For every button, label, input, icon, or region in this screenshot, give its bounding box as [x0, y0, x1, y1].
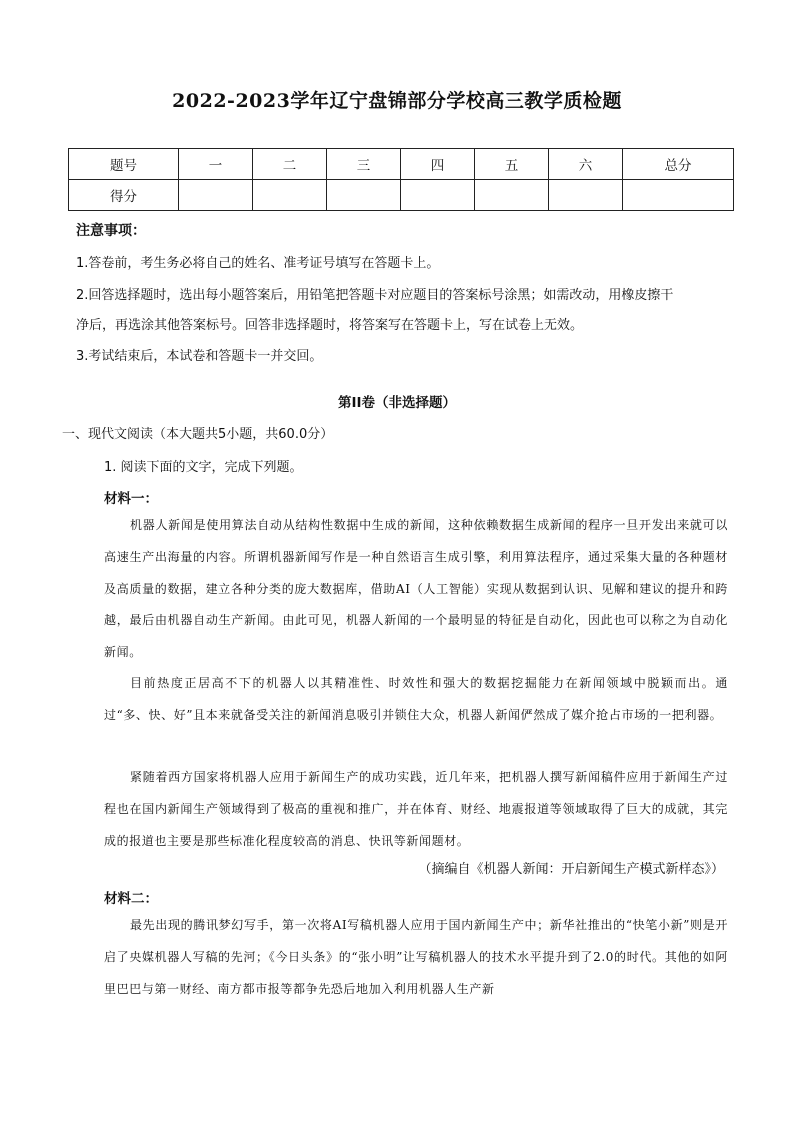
score-cell-2: 二: [253, 149, 327, 180]
section-heading: 第II卷（非选择题）: [337, 395, 457, 411]
material-1-paragraph-2: 目前热度正居高不下的机器人以其精准性、时效性和强大的数据挖掘能力在新闻领域中脱颖而出。通过“多、快、好”且本来就备受关注的新闻消息吸引并锁住大众，机器人新闻俨然成了媒介抢占市场的一把利器。: [104, 676, 728, 722]
score-input-2[interactable]: [253, 180, 327, 211]
score-input-1[interactable]: [179, 180, 253, 211]
material-2-paragraph-1: 最先出现的腾讯梦幻写手，第一次将AI写稿机器人应用于国内新闻生产中；新华社推出的“快笔小新”则是开启了央媒机器人写稿的先河；《今日头条》的“张小明”让写稿机器人的技术水平提升到了2.0的时代。其他的如阿里巴巴与第一财经、南方都市报等都争先恐后地加入利用机器人生产新: [104, 918, 728, 996]
material-1-label: 材料一：: [104, 491, 158, 507]
score-cell-4: 四: [401, 149, 475, 180]
score-cell-6: 六: [549, 149, 623, 180]
score-cell-1: 一: [179, 149, 253, 180]
material-1-source: （摘编自《机器人新闻：开启新闻生产模式新样态》）: [418, 862, 724, 877]
score-cell-5: 五: [475, 149, 549, 180]
score-cell-label: 题号: [69, 149, 179, 180]
score-cell-total: 总分: [623, 149, 734, 180]
score-input-5[interactable]: [475, 180, 549, 211]
score-row-label: 得分: [69, 180, 179, 211]
material-1-paragraph-3: 紧随着西方国家将机器人应用于新闻生产的成功实践，近几年来，把机器人撰写新闻稿件应用于新闻生产过程也在国内新闻生产领域得到了极高的重视和推广，并在体育、财经、地震报道等领域取得了巨大的成就，其完成的报道也主要是那些标准化程度较高的消息、快讯等新闻题材。: [104, 770, 728, 848]
score-input-3[interactable]: [327, 180, 401, 211]
score-table: [68, 148, 734, 211]
exam-title: 2022-2023学年辽宁盘锦部分学校高三教学质检题: [172, 90, 622, 112]
notice-item-3: 3.考试结束后，本试卷和答题卡一并交回。: [76, 349, 323, 364]
notice-heading: 注意事项：: [76, 223, 146, 239]
part-heading: 一、现代文阅读（本大题共5小题，共60.0分）: [62, 427, 334, 442]
score-input-6[interactable]: [549, 180, 623, 211]
material-1-paragraph-1: 机器人新闻是使用算法自动从结构性数据中生成的新闻，这种依赖数据生成新闻的程序一旦开发出来就可以高速生产出海量的内容。所谓机器新闻写作是一种自然语言生成引擎，利用算法程序，通过采集大量的各种题材及高质量的数据，建立各种分类的庞大数据库，借助AI（人工智能）实现从数据到认识、见解和建议的提升和跨越，最后由机器自动生产新闻。由此可见，机器人新闻的一个最明显的特征是自动化，因此也可以称之为自动化新闻。: [104, 518, 728, 660]
notice-item-2-line-2: 净后，再选涂其他答案标号。回答非选择题时，将答案写在答题卡上，写在试卷上无效。: [76, 318, 584, 333]
score-input-total[interactable]: [623, 180, 734, 211]
notice-item-2-line-1: 2.回答选择题时，选出每小题答案后，用铅笔把答题卡对应题目的答案标号涂黑；如需改动，用橡皮擦干: [76, 288, 674, 303]
question-1-prompt: 1. 阅读下面的文字，完成下列题。: [104, 460, 303, 475]
notice-item-1: 1.答卷前，考生务必将自己的姓名、准考证号填写在答题卡上。: [76, 256, 440, 271]
score-table-score-row: [69, 180, 734, 211]
score-input-4[interactable]: [401, 180, 475, 211]
score-table-header-row: [69, 149, 734, 180]
score-cell-3: 三: [327, 149, 401, 180]
material-2-label: 材料二：: [104, 891, 158, 907]
